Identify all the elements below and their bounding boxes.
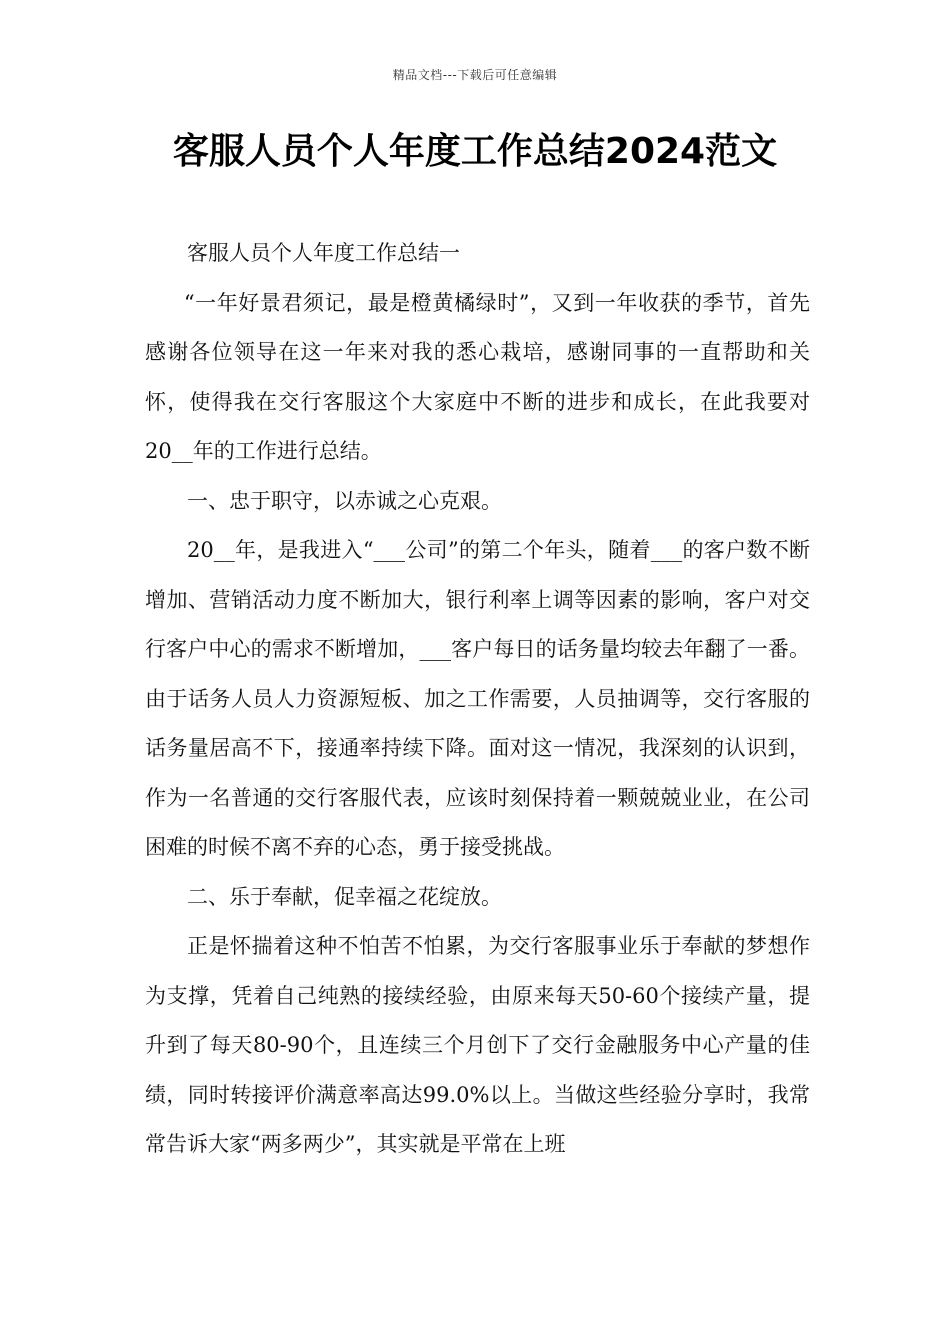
section-heading: 一、忠于职守，以赤诚之心克艰。: [187, 488, 502, 513]
paragraph: 正是怀揣着这种不怕苦不怕累，为交行客服事业乐于奉献的梦想作为支撑，凭着自己纯熟的接续经验，由原来每天50-60个接续产量，提升到了每天80-90个，且连续三个月创下了交行金融服务中心产量的佳绩，同时转接评价满意率高达99.0%以上。当做这些经验分享时，我常常告诉大家“两多两少”，其实就是平常在上班: [145, 934, 810, 1156]
document-body: [145, 229, 810, 1170]
paragraph: “一年好景君须记，最是橙黄橘绿时”，又到一年收获的季节，首先感谢各位领导在这一年来对我的悉心栽培，感谢同事的一直帮助和关怀，使得我在交行客服这个大家庭中不断的进步和成长，在此我要对20__年的工作进行总结。: [145, 290, 810, 463]
document-title: 客服人员个人年度工作总结2024范文: [172, 131, 778, 172]
header-note: 精品文档---下载后可任意编辑: [392, 68, 558, 82]
paragraph: 20__年，是我进入“___公司”的第二个年头，随着___的客户数不断增加、营销活动力度不断加大，银行利率上调等因素的影响，客户对交行客户中心的需求不断增加，___客户每日的话务量均较去年翻了一番。由于话务人员人力资源短板、加之工作需要，人员抽调等，交行客服的话务量居高不下，接通率持续下降。面对这一情况，我深刻的认识到，作为一名普通的交行客服代表，应该时刻保持着一颗兢兢业业，在公司困难的时候不离不弃的心态，勇于接受挑战。: [145, 538, 810, 859]
section-heading: 客服人员个人年度工作总结一: [187, 241, 460, 265]
section-heading: 二、乐于奉献，促幸福之花绽放。: [187, 884, 502, 909]
